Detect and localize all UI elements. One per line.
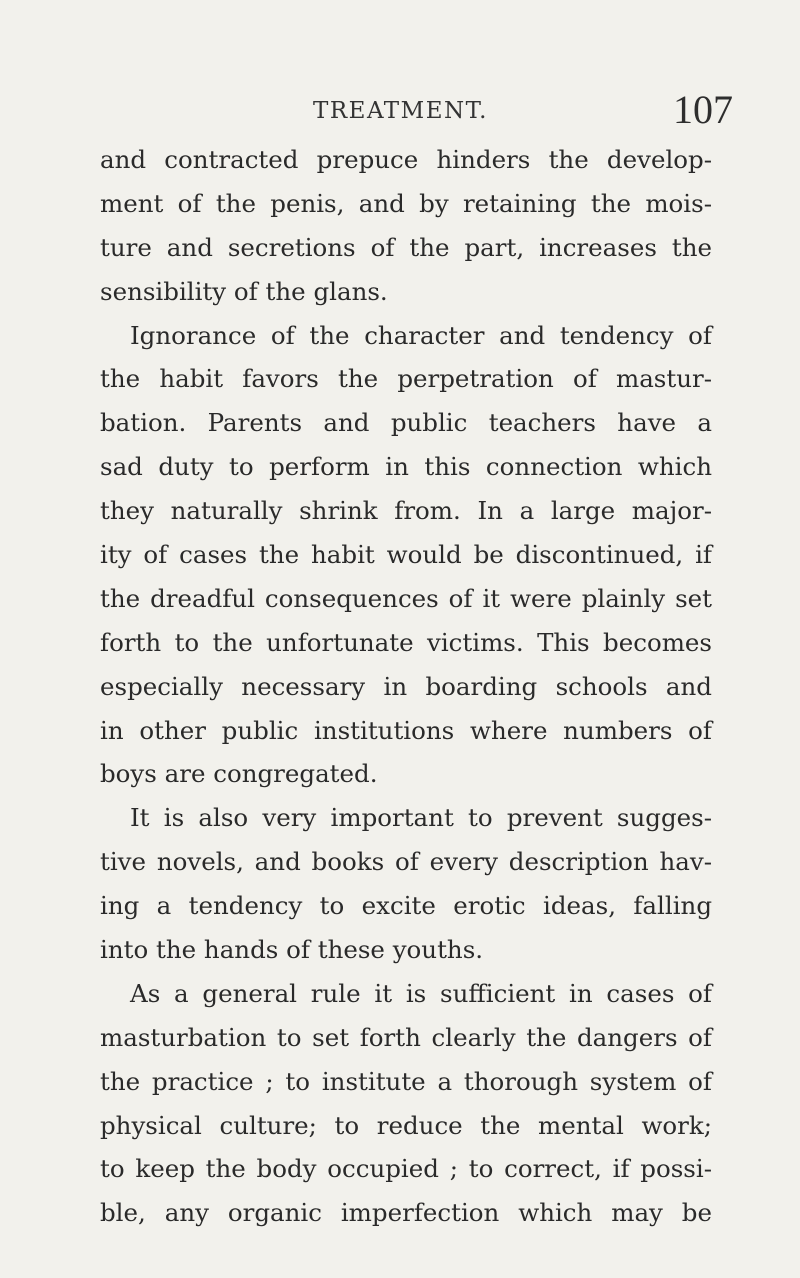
text-line: bation. Parents and public teachers have a [100,408,712,438]
text-line: ity of cases the habit would be discontinued, if [100,540,712,570]
text-line: physical culture; to reduce the mental work; [100,1110,712,1140]
text-line: the dreadful consequences of it were plainly set [100,583,712,613]
page-header [0,86,800,130]
text-line: ing a tendency to excite erotic ideas, falling [100,891,712,921]
text-line: especially necessary in boarding schools and [100,671,712,701]
text-line: and contracted prepuce hinders the develop- [100,145,712,174]
text-line: the practice ; to institute a thorough system of [100,1066,712,1096]
text-line: tive novels, and books of every description hav- [100,847,712,877]
text-line: masturbation to set forth clearly the dangers of [100,1022,712,1052]
body-text [100,138,712,1235]
text-line: to keep the body occupied ; to correct, if possi- [100,1154,712,1184]
text-line: As a general rule it is sufficient in cases of [130,978,712,1008]
text-line: ble, any organic imperfection which may be [100,1198,712,1228]
page-number: 107 [673,87,733,132]
text-line: sensibility of the glans. [100,276,388,306]
text-line: they naturally shrink from. In a large major- [100,496,712,526]
text-line: Ignorance of the character and tendency of [130,320,712,350]
text-line: forth to the unfortunate victims. This becomes [100,627,712,657]
text-line: the habit favors the perpetration of mastur- [100,364,712,394]
text-line: ture and secretions of the part, increases the [100,232,712,262]
text-line: It is also very important to prevent sugges- [130,803,712,833]
text-line: ment of the penis, and by retaining the mois- [100,188,712,218]
running-title: TREATMENT. [313,98,488,124]
text-line: boys are congregated. [100,759,378,789]
text-line: into the hands of these youths. [100,935,484,965]
text-line: sad duty to perform in this connection which [100,452,712,482]
text-line: in other public institutions where numbers of [100,715,712,745]
